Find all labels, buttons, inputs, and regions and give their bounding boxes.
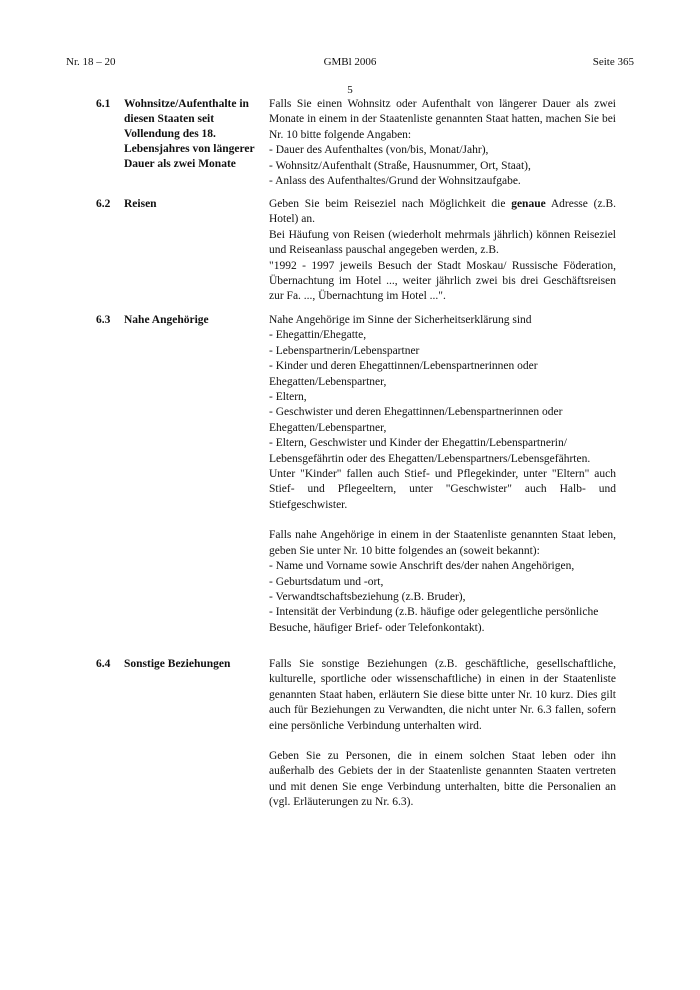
list-item: - Eltern, Geschwister und Kinder der Ehegattin/Lebenspartnerin/ Lebensgefährtin oder des Ehegatten/Lebenspartners/Lebensgefährten.	[269, 437, 591, 465]
paragraph: Falls Sie sonstige Beziehungen (z.B. geschäftliche, gesellschaftliche, kulturelle, sportliche oder wissenschaftliche) in einen in der Staatenliste genannten Staat haben, erläutern Sie diese bitte unter Nr. 10 kurz. Dies gilt auch für Beziehungen zu Verwandten, die nicht unter Nr. 6.3 fallen, sofern eine persönliche Verbindung unterhalten wird.	[269, 658, 616, 732]
list-item: - Dauer des Aufenthaltes (von/bis, Monat/Jahr),	[269, 144, 489, 157]
list-item: - Lebenspartnerin/Lebenspartner	[269, 344, 420, 357]
text-run: Geben Sie beim Reiseziel nach Möglichkeit die	[269, 198, 512, 210]
page-label: Seite 365	[592, 56, 634, 68]
paragraph: "1992 - 1997 jeweils Besuch der Stadt Moskau/ Russische Föderation, Übernachtung im Hotel ..., weiter jährlich zwei bis drei Geschäftsreisen zur Fa. ..., Übernachtung im Hotel ...".	[269, 259, 616, 303]
section-number: 6.4	[96, 658, 111, 670]
section-body	[269, 197, 616, 305]
emphasis: genaue	[511, 198, 546, 210]
section-body	[269, 97, 616, 189]
page-header	[66, 56, 634, 72]
section-title: Wohnsitze/Aufenthalte in diesen Staaten seit Vollendung des 18. Lebensjahres von längerer Dauer als zwei Monate	[124, 98, 255, 170]
paragraph: Falls Sie einen Wohnsitz oder Aufenthalt von längerer Dauer als zwei Monate in einem in der Staatenliste genannten Staat hatten, machen Sie bei Nr. 10 bitte folgende Angaben:	[269, 98, 616, 141]
paragraph	[269, 197, 616, 228]
section-title: Sonstige Beziehungen	[124, 658, 231, 670]
list-item: - Kinder und deren Ehegattinnen/Lebenspartnerinnen oder Ehegatten/Lebenspartner,	[269, 360, 538, 388]
publication-title: GMBl 2006	[323, 56, 377, 68]
list-item: - Name und Vorname sowie Anschrift des/der nahen Angehörigen,	[269, 560, 575, 573]
paragraph: Unter "Kinder" fallen auch Stief- und Pflegekinder, unter "Eltern" auch Stief- und Pflegeeltern, unter "Geschwister" auch Halb- und Stiefgeschwister.	[269, 468, 616, 511]
section-title: Nahe Angehörige	[124, 314, 209, 326]
list-item: - Eltern,	[269, 391, 307, 404]
list-item: - Anlass des Aufenthaltes/Grund der Wohnsitzaufgabe.	[269, 175, 521, 188]
section-number: 6.2	[96, 198, 111, 210]
section-title: Reisen	[124, 198, 157, 210]
list-item: - Wohnsitz/Aufenthalt (Straße, Hausnummer, Ort, Staat),	[269, 159, 531, 172]
section-number: 6.3	[96, 314, 111, 326]
section-body	[269, 657, 616, 811]
page-number: 5	[347, 84, 353, 96]
paragraph: Geben Sie zu Personen, die in einem solchen Staat leben oder ihn außerhalb des Gebiets der in der Staatenliste genannten Staaten vertreten und mit denen Sie enge Verbindung unterhalten, bitte die Personalien an (vgl. Erläuterungen zu Nr. 6.3).	[269, 750, 616, 809]
list-item: - Geburtsdatum und -ort,	[269, 575, 384, 588]
paragraph: Falls nahe Angehörige in einem in der Staatenliste genannten Staat leben, geben Sie unter Nr. 10 bitte folgendes an (soweit bekannt):	[269, 529, 616, 557]
list-item: - Verwandtschaftsbeziehung (z.B. Bruder),	[269, 590, 466, 603]
text-run: Adresse (z.B. Hotel) an.	[269, 198, 617, 226]
list-item: - Intensität der Verbindung (z.B. häufige oder gelegentliche persönliche Besuche, häufiger Brief- oder Telefonkontakt).	[269, 606, 599, 634]
list-item: - Geschwister und deren Ehegattinnen/Lebenspartnerinnen oder Ehegatten/Lebenspartner,	[269, 406, 563, 434]
paragraph: Nahe Angehörige im Sinne der Sicherheitserklärung sind	[269, 314, 532, 326]
section-body	[269, 313, 616, 636]
list-item: - Ehegattin/Ehegatte,	[269, 329, 367, 342]
paragraph: Bei Häufung von Reisen (wiederholt mehrmals jährlich) können Reiseziel und Reiseanlass pauschal angegeben werden, z.B.	[269, 228, 616, 257]
section-number: 6.1	[96, 98, 111, 110]
issue-number: Nr. 18 – 20	[66, 56, 116, 68]
